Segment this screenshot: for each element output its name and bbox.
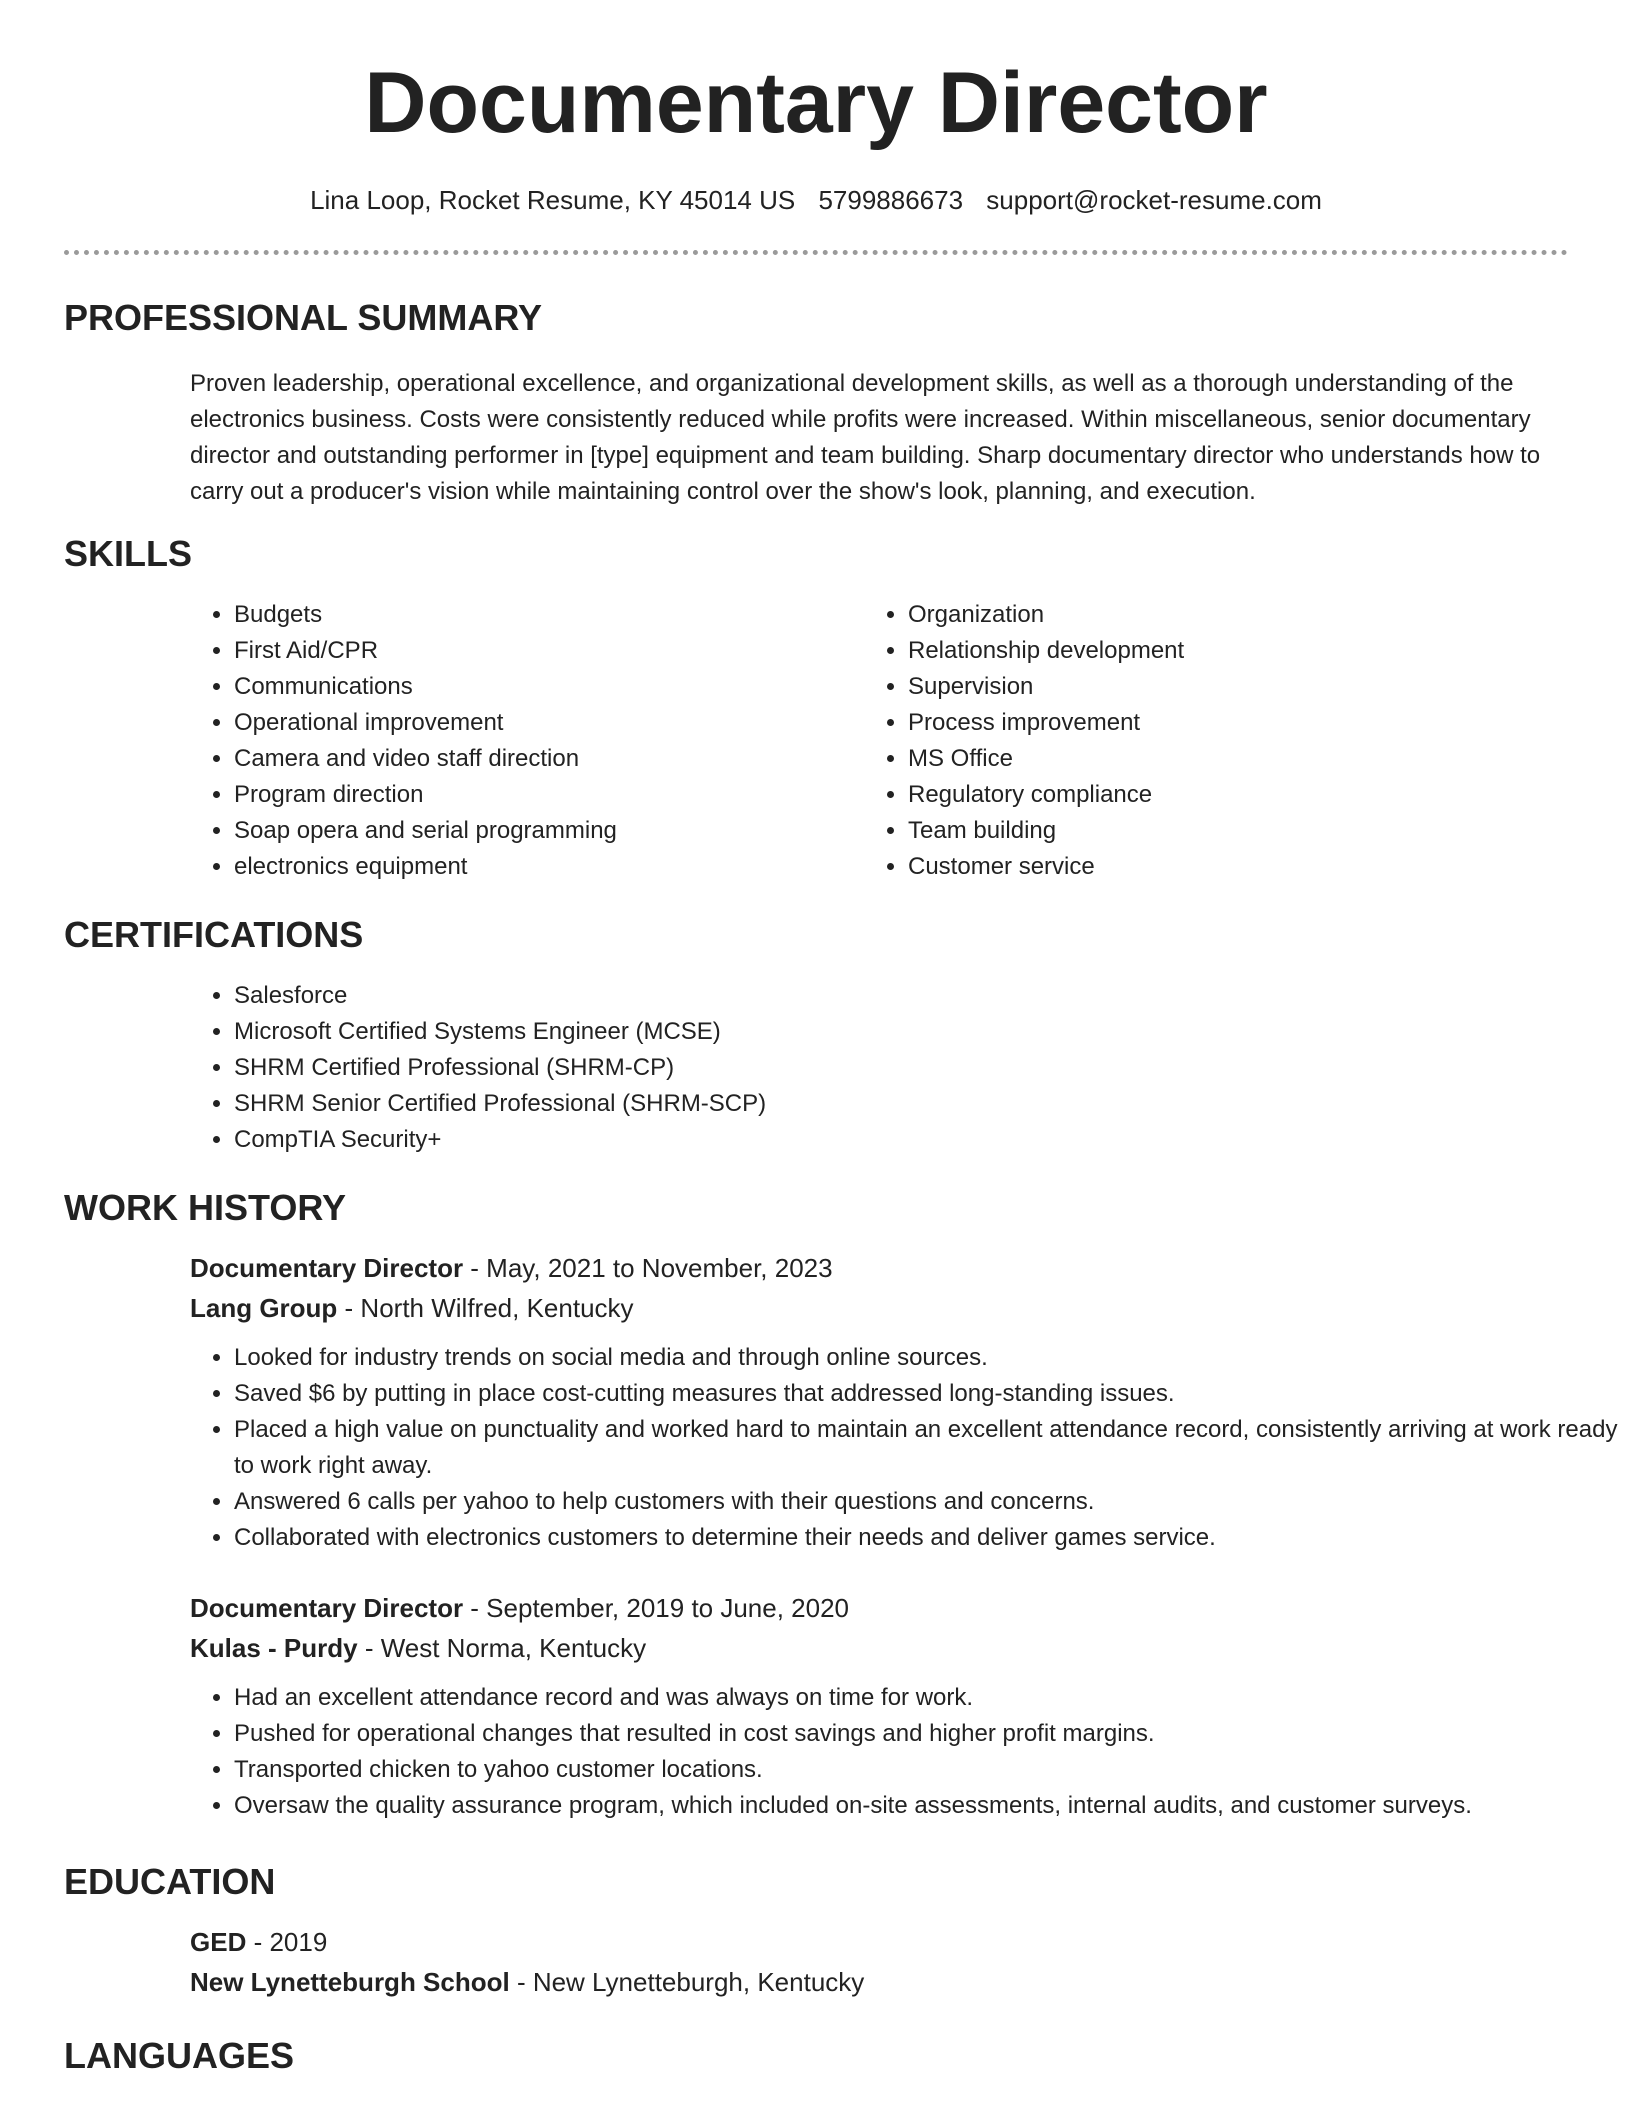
skill-item: • Relationship development	[908, 633, 1528, 669]
job-bullet: • Pushed for operational changes that resulted in cost savings and higher profit margins.	[234, 1716, 1624, 1752]
job-company: Lang Group	[190, 1293, 338, 1323]
skill-item: • Customer service	[908, 849, 1528, 885]
certification-item: • SHRM Certified Professional (SHRM-CP)	[234, 1050, 1534, 1086]
skill-item: • Soap opera and serial programming	[234, 813, 854, 849]
education-heading: EDUCATION	[64, 1861, 276, 1902]
certifications-heading: CERTIFICATIONS	[64, 914, 364, 955]
skill-item: • Process improvement	[908, 705, 1528, 741]
job-role: Documentary Director	[190, 1253, 464, 1283]
skill-item: • Camera and video staff direction	[234, 741, 854, 777]
skill-item: • First Aid/CPR	[234, 633, 854, 669]
certifications-list	[190, 978, 1534, 1158]
certification-item: • CompTIA Security+	[234, 1122, 1534, 1158]
job-bullets	[190, 1340, 1624, 1556]
education-location: - New Lynetteburgh, Kentucky	[509, 1967, 865, 1997]
education-degree-line	[190, 1922, 327, 1962]
job-company-line	[190, 1288, 634, 1328]
job-bullet: • Oversaw the quality assurance program, which included on-site assessments, internal audits, and customer surveys.	[234, 1788, 1624, 1824]
job-dates: - May, 2021 to November, 2023	[463, 1253, 833, 1283]
skill-item: • Operational improvement	[234, 705, 854, 741]
job-bullet: • Answered 6 calls per yahoo to help customers with their questions and concerns.	[234, 1484, 1624, 1520]
job-role: Documentary Director	[190, 1593, 464, 1623]
skills-list-left	[190, 597, 854, 885]
skill-item: • MS Office	[908, 741, 1528, 777]
skill-item: • Organization	[908, 597, 1528, 633]
certification-item: • Microsoft Certified Systems Engineer (MCSE)	[234, 1014, 1534, 1050]
contact-address: Lina Loop, Rocket Resume, KY 45014 US	[310, 185, 796, 215]
job-location: - North Wilfred, Kentucky	[337, 1293, 634, 1323]
contact-email: support@rocket-resume.com	[986, 185, 1322, 215]
job-dates: - September, 2019 to June, 2020	[463, 1593, 850, 1623]
skills-heading: SKILLS	[64, 533, 193, 574]
skill-item: • Program direction	[234, 777, 854, 813]
job-company-line	[190, 1628, 646, 1668]
summary-text: Proven leadership, operational excellence, and organizational development skills, as well as a thorough understanding of the electronics business. Costs were consistently reduced while profits were increased. Within miscellaneous, senior documentary director and outstanding performer in [type] equipment and team building. Sharp documentary director who understands how to carry out a producer's vision while maintaining control over the show's look, planning, and execution.	[190, 370, 1541, 505]
job-title-line	[190, 1588, 849, 1628]
job-bullets	[190, 1680, 1624, 1824]
education-school-line	[190, 1962, 864, 2002]
job-company: Kulas - Purdy	[190, 1633, 358, 1663]
summary-heading: PROFESSIONAL SUMMARY	[64, 297, 543, 338]
education-degree: GED	[190, 1927, 247, 1957]
contact-line	[0, 180, 1632, 220]
education-school: New Lynetteburgh School	[190, 1967, 510, 1997]
education-year: - 2019	[246, 1927, 328, 1957]
skill-item: • Budgets	[234, 597, 854, 633]
header-divider	[64, 250, 1568, 255]
job-location: - West Norma, Kentucky	[357, 1633, 647, 1663]
resume-name: Documentary Director	[364, 55, 1268, 151]
skill-item: • Regulatory compliance	[908, 777, 1528, 813]
languages-heading: LANGUAGES	[64, 2035, 295, 2076]
skills-list-right	[864, 597, 1528, 885]
job-bullet: • Looked for industry trends on social media and through online sources.	[234, 1340, 1624, 1376]
certification-item: • Salesforce	[234, 978, 1534, 1014]
job-bullet: • Saved $6 by putting in place cost-cutting measures that addressed long-standing issues.	[234, 1376, 1624, 1412]
certification-item: • SHRM Senior Certified Professional (SHRM-SCP)	[234, 1086, 1534, 1122]
skill-item: • Team building	[908, 813, 1528, 849]
work-history-heading: WORK HISTORY	[64, 1187, 347, 1228]
contact-phone: 5799886673	[818, 185, 964, 215]
skill-item: • Communications	[234, 669, 854, 705]
job-bullet: • Transported chicken to yahoo customer locations.	[234, 1752, 1624, 1788]
job-bullet: • Placed a high value on punctuality and worked hard to maintain an excellent attendance record, consistently arriving at work ready to work right away.	[234, 1412, 1624, 1484]
job-bullet: • Had an excellent attendance record and was always on time for work.	[234, 1680, 1624, 1716]
skill-item: • Supervision	[908, 669, 1528, 705]
job-title-line	[190, 1248, 833, 1288]
job-bullet: • Collaborated with electronics customers to determine their needs and deliver games service.	[234, 1520, 1624, 1556]
skill-item: • electronics equipment	[234, 849, 854, 885]
